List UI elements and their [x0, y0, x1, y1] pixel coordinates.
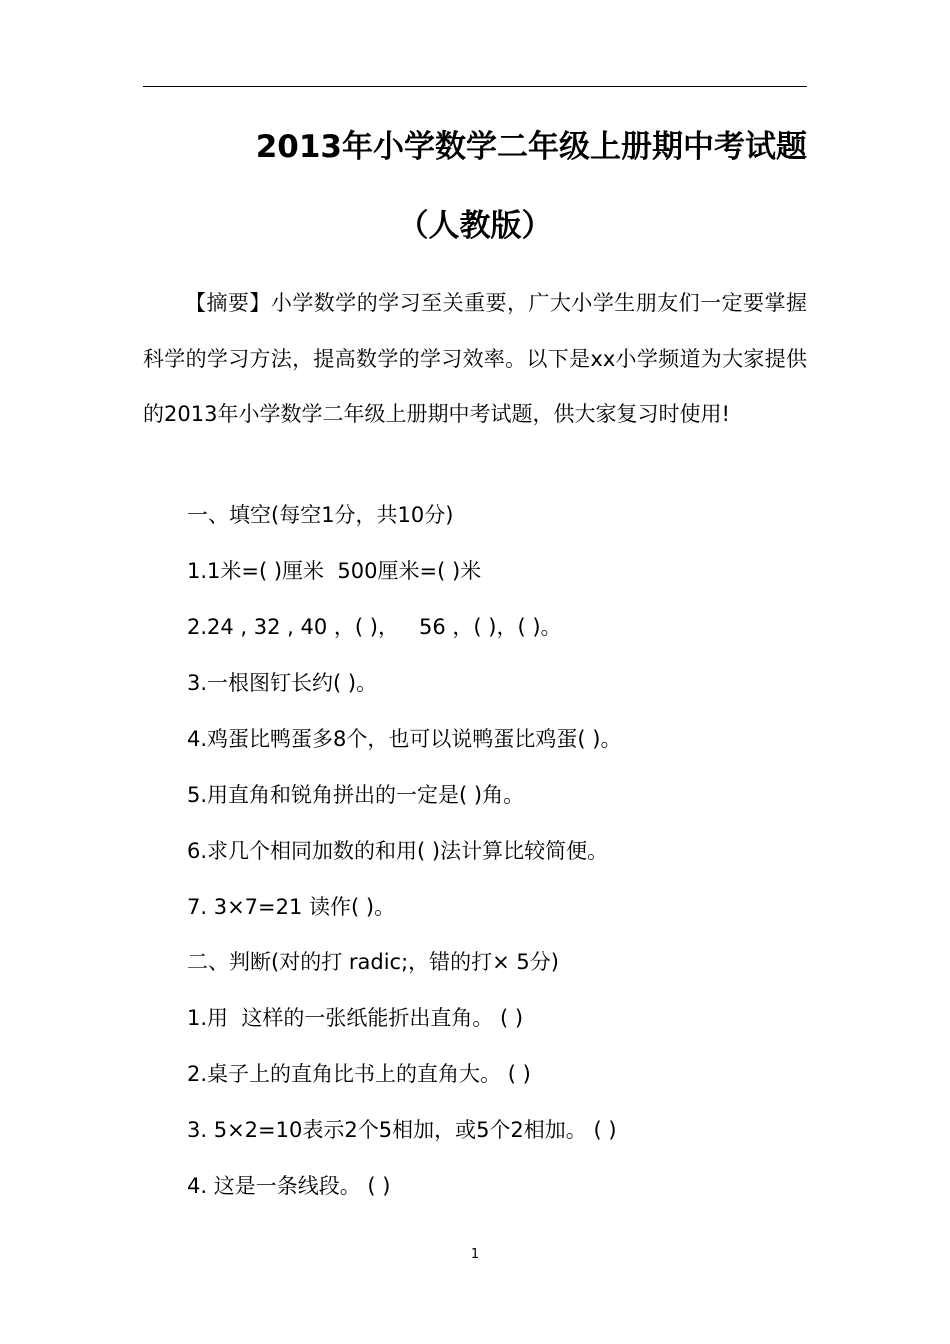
section-heading-true-false: 二、判断(对的打 radic;，错的打× 5分) [187, 950, 559, 974]
document-title: 2013年小学数学二年级上册期中考试题 [255, 129, 807, 165]
page-number: 1 [470, 1247, 480, 1262]
header-rule [143, 86, 807, 87]
section-heading-fill-blanks: 一、填空(每空1分，共10分) [187, 503, 454, 527]
question-line: 2.桌子上的直角比书上的直角大。 ( ) [187, 1062, 531, 1086]
question-line: 4. 这是一条线段。 ( ) [187, 1174, 391, 1198]
question-line: 7. 3×7=21 读作( )。 [187, 895, 396, 919]
question-line: 2.24 , 32 , 40 ，( )， 56 ，( )，( )。 [187, 615, 562, 639]
question-line: 1.用 这样的一张纸能折出直角。 ( ) [187, 1006, 524, 1030]
question-line: 6.求几个相同加数的和用( )法计算比较简便。 [187, 839, 609, 863]
question-line: 1.1米=( )厘米 500厘米=( )米 [187, 559, 482, 583]
document-subtitle: （人教版） [397, 208, 553, 244]
question-line: 5.用直角和锐角拼出的一定是( )角。 [187, 783, 525, 807]
question-line: 3.一根图钉长约( )。 [187, 671, 378, 695]
abstract-paragraph: 【摘要】小学数学的学习至关重要，广大小学生朋友们一定要掌握科学的学习方法，提高数学的学习效率。以下是xx小学频道为大家提供的2013年小学数学二年级上册期中考试题，供大家复习时使用! [143, 291, 807, 426]
question-line: 4.鸡蛋比鸭蛋多8个，也可以说鸭蛋比鸡蛋( )。 [187, 727, 622, 751]
question-line: 3. 5×2=10表示2个5相加，或5个2相加。 ( ) [187, 1118, 617, 1142]
